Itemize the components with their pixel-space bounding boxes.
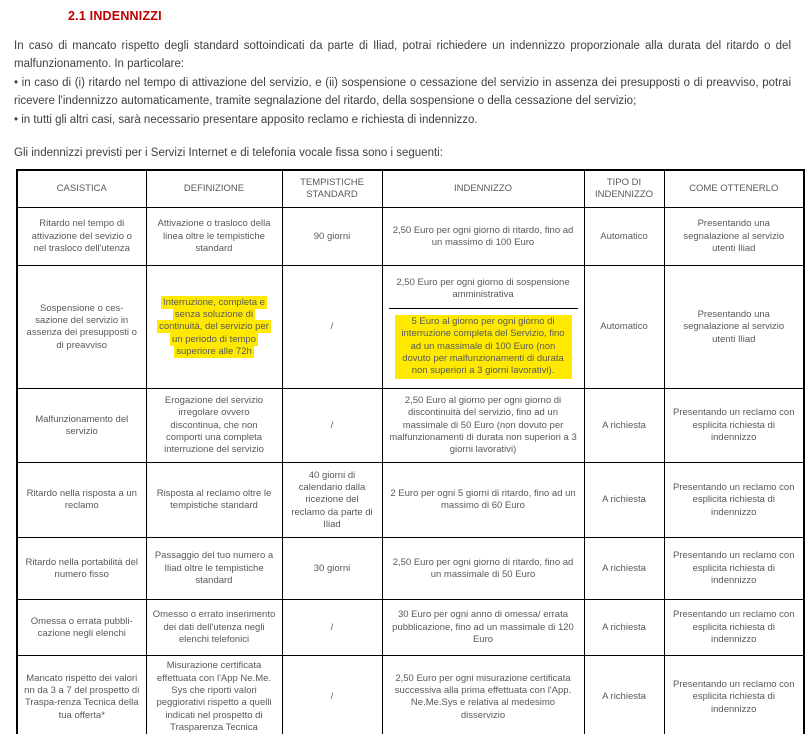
cell-tempistiche: / — [282, 389, 382, 463]
cell-indennizzo-split — [382, 266, 584, 389]
highlighted-indennizzo-text: 5 Euro al giorno per ogni giorno di interruzione completa del Servizio, fino ad un massimale di 100 Euro (non dovuto per malfunzionamenti di durata non superiori a 3 giorni lavorativi). — [395, 315, 572, 379]
cell-come: Presentando un reclamo con esplicita richiesta di indennizzo — [664, 656, 804, 734]
table-header-row — [17, 170, 804, 208]
cell-tipo: A richiesta — [584, 538, 664, 600]
cell-tipo: A richiesta — [584, 656, 664, 734]
header-indennizzo: INDENNIZZO — [382, 170, 584, 208]
cell-tempistiche: / — [282, 656, 382, 734]
cell-indennizzo: 30 Euro per ogni anno di omessa/ errata pubblicazione, fino ad un massimale di 120 Euro — [382, 600, 584, 656]
cell-definizione: Erogazione del servizio irregolare ovvero discontinua, che non comporti una completa interruzione del servizio — [146, 389, 282, 463]
intro-text-block — [14, 37, 791, 129]
cell-casistica: Ritardo nella portabilità del numero fisso — [17, 538, 146, 600]
table-caption: Gli indennizzi previsti per i Servizi Internet e di telefonia vocale fissa sono i seguenti: — [14, 146, 443, 159]
table-row — [17, 389, 804, 463]
cell-indennizzo: 2,50 Euro per ogni giorno di ritardo, fino ad un massimo di 100 Euro — [382, 208, 584, 266]
cell-tempistiche: 90 giorni — [282, 208, 382, 266]
cell-definizione: Passaggio del tuo numero a Iliad oltre le tempistiche standard — [146, 538, 282, 600]
cell-come: Presentando un reclamo con esplicita richiesta di indennizzo — [664, 600, 804, 656]
cell-casistica: Malfunzionamento del servizio — [17, 389, 146, 463]
cell-casistica: Omessa o errata pubbli-cazione negli elenchi — [17, 600, 146, 656]
header-casistica: CASISTICA — [17, 170, 146, 208]
cell-tempistiche: / — [282, 600, 382, 656]
section-heading: 2.1 INDENNIZZI — [68, 9, 162, 23]
table-row — [17, 656, 804, 734]
header-come: COME OTTENERLO — [664, 170, 804, 208]
cell-tipo: Automatico — [584, 266, 664, 389]
cell-tempistiche: / — [282, 266, 382, 389]
cell-indennizzo: 2,50 Euro al giorno per ogni giorno di discontinuità del servizio, fino ad un massimale di 50 Euro (non dovuto per malfunzionamenti di durata non superiori a 3 giorni lavorativi) — [382, 389, 584, 463]
header-definizione: DEFINIZIONE — [146, 170, 282, 208]
table-row — [17, 538, 804, 600]
cell-casistica: Ritardo nel tempo di attivazione del sevizio o nel trasloco dell'utenza — [17, 208, 146, 266]
header-tempistiche: TEMPISTICHE STANDARD — [282, 170, 382, 208]
cell-come: Presentando una segnalazione al servizio utenti Iliad — [664, 208, 804, 266]
indennizzo-subcell-top — [389, 270, 578, 309]
cell-definizione: Risposta al reclamo oltre le tempistiche standard — [146, 463, 282, 538]
cell-tipo: A richiesta — [584, 600, 664, 656]
cell-definizione: Attivazione o trasloco della linea oltre le tempistiche standard — [146, 208, 282, 266]
highlighted-definition-text: Interruzione, completa e senza soluzione di continuità, del servizio per un periodo di tempo superiore alle 72h — [159, 296, 269, 357]
cell-tipo: A richiesta — [584, 463, 664, 538]
cell-casistica: Ritardo nella risposta a un reclamo — [17, 463, 146, 538]
cell-come: Presentando un reclamo con esplicita richiesta di indennizzo — [664, 538, 804, 600]
table-row — [17, 208, 804, 266]
cell-come: Presentando un reclamo con esplicita richiesta di indennizzo — [664, 463, 804, 538]
cell-definizione: Misurazione certificata effettuata con l'App Ne.Me. Sys che riporti valori peggiorativi rispetto a quelli indicati nel prospetto di Trasparenza Tecnica — [146, 656, 282, 734]
cell-indennizzo: 2,50 Euro per ogni misurazione certificata successiva alla prima effettuata con l'App. Ne.Me.Sys e relativa al medesimo disservizio — [382, 656, 584, 734]
cell-indennizzo: 2 Euro per ogni 5 giorni di ritardo, fino ad un massimo di 60 Euro — [382, 463, 584, 538]
bullet-item-1: • in caso di (i) ritardo nel tempo di attivazione del servizio, e (ii) sospensione o cessazione del servizio in assenza dei presupposti o di preavviso, potrai ricevere l'indennizzo automaticamente, tramite segnalazione del ritardo, della sospensione o della cessazione del servizio; — [14, 76, 791, 108]
cell-tempistiche: 40 giorni di calendario dalla ricezione del reclamo da parte di Iliad — [282, 463, 382, 538]
indemnity-table — [16, 169, 805, 734]
table-row — [17, 266, 804, 389]
cell-casistica: Mancato rispetto dei valori nn da 3 a 7 del prospetto di Traspa-renza Tecnica della tua offerta* — [17, 656, 146, 734]
cell-tempistiche: 30 giorni — [282, 538, 382, 600]
cell-come: Presentando un reclamo con esplicita richiesta di indennizzo — [664, 389, 804, 463]
cell-definizione: Omesso o errato inserimento dei dati dell'utenza negli elenchi telefonici — [146, 600, 282, 656]
header-tipo: TIPO DI INDENNIZZO — [584, 170, 664, 208]
indennizzo-subcell-bottom — [389, 309, 578, 384]
indennizzo-top-text: 2,50 Euro per ogni giorno di sospensione amministrativa — [396, 277, 570, 301]
cell-tipo: Automatico — [584, 208, 664, 266]
cell-definizione — [146, 266, 282, 389]
cell-indennizzo: 2,50 Euro per ogni giorno di ritardo, fino ad un massimale di 50 Euro — [382, 538, 584, 600]
table-row — [17, 463, 804, 538]
cell-casistica: Sospensione o ces-sazione del servizio in assenza dei presupposti o di preavviso — [17, 266, 146, 389]
cell-tipo: A richiesta — [584, 389, 664, 463]
cell-come: Presentando una segnalazione al servizio utenti Iliad — [664, 266, 804, 389]
intro-paragraph: In caso di mancato rispetto degli standard sottoindicati da parte di Iliad, potrai richiedere un indennizzo proporzionale alla durata del ritardo o del malfunzionamento. In particolare: — [14, 40, 791, 71]
table-row — [17, 600, 804, 656]
bullet-item-2: • in tutti gli altri casi, sarà necessario presentare apposito reclamo e richiesta di indennizzo. — [14, 113, 478, 126]
